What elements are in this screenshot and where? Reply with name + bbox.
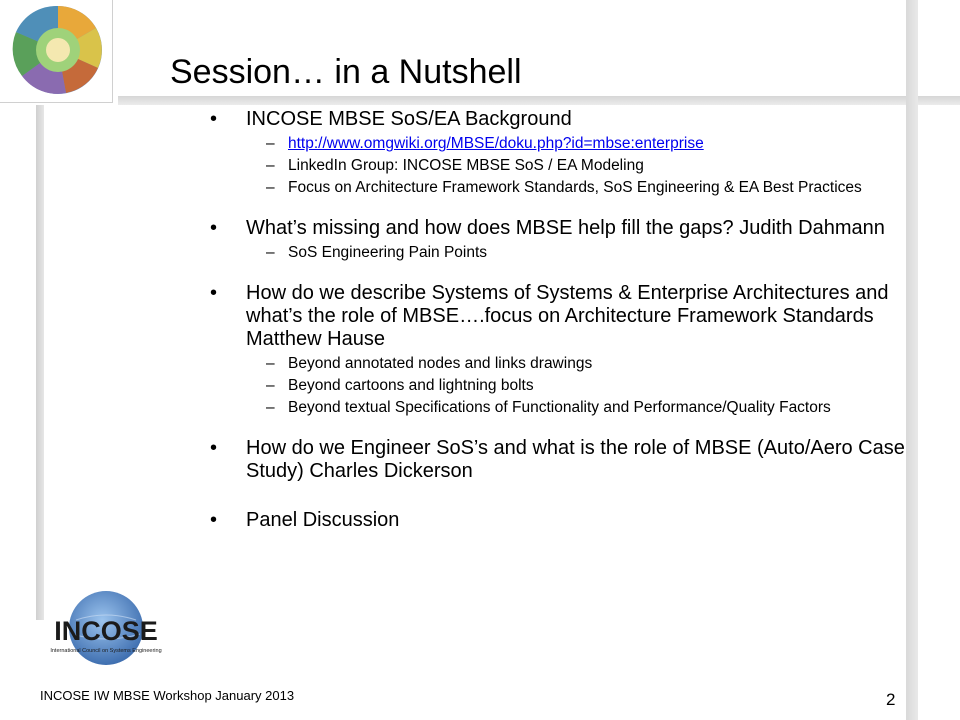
sub-bullet-dash: – [266, 157, 275, 174]
sub-bullet-dash: – [266, 399, 275, 416]
sub-bullet-text: SoS Engineering Pain Points [288, 244, 488, 261]
sub-bullet-item [210, 157, 910, 175]
bullet-dot: • [210, 108, 218, 130]
sub-bullet-dash: – [266, 135, 275, 152]
bullet-dot: • [210, 282, 218, 304]
incose-logo-text: INCOSE [54, 616, 158, 646]
bullet-text: How do we describe Systems of Systems & Enterprise Architectures and what’s the role of MBSE….focus on Architecture Framework Standards Matthew Hause [246, 282, 889, 350]
sub-bullet-item[interactable] [210, 135, 910, 153]
sub-bullet-item [210, 355, 910, 373]
bullet-dot: • [210, 509, 218, 531]
sub-bullet-dash: – [266, 244, 275, 261]
left-accent-bar [36, 105, 44, 620]
bullet-item [210, 437, 910, 483]
sub-bullet-item [210, 399, 910, 417]
sub-bullet-dash: – [266, 179, 275, 196]
incose-logo-subtitle: International Council on Systems Engineering [50, 648, 162, 654]
bullet-text: INCOSE MBSE SoS/EA Background [246, 108, 572, 130]
bullet-text: What’s missing and how does MBSE help fill the gaps? Judith Dahmann [246, 217, 885, 239]
sub-bullet-dash: – [266, 377, 275, 394]
bullet-item [210, 108, 910, 131]
systems-engineering-wheel-logo [6, 2, 110, 98]
sub-bullet-text: Beyond cartoons and lightning bolts [288, 377, 534, 394]
top-accent-bar [118, 96, 960, 105]
bullet-dot: • [210, 437, 218, 459]
bullet-text: Panel Discussion [246, 509, 400, 531]
bullet-list [210, 108, 910, 532]
incose-logo [36, 590, 176, 670]
sub-bullet-dash: – [266, 355, 275, 372]
sub-bullet-item [210, 377, 910, 395]
sub-bullet-text: LinkedIn Group: INCOSE MBSE SoS / EA Modeling [288, 157, 644, 174]
sub-bullet-text: Beyond textual Specifications of Functionality and Performance/Quality Factors [288, 399, 831, 416]
slide-footer: INCOSE IW MBSE Workshop January 2013 [40, 688, 295, 703]
sub-bullet-item [210, 244, 910, 262]
sub-bullet-text: Focus on Architecture Framework Standards, SoS Engineering & EA Best Practices [288, 179, 862, 196]
bullet-item [210, 282, 910, 351]
page-number: 2 [886, 690, 896, 709]
bullet-item [210, 509, 910, 532]
sub-bullet-text: Beyond annotated nodes and links drawings [288, 355, 593, 372]
slide-title: Session… in a Nutshell [170, 52, 522, 91]
bullet-dot: • [210, 217, 218, 239]
sub-bullet-item [210, 179, 910, 197]
bullet-item [210, 217, 910, 240]
omgwiki-link[interactable]: http://www.omgwiki.org/MBSE/doku.php?id=mbse:enterprise [288, 135, 704, 152]
bullet-text: How do we Engineer SoS’s and what is the role of MBSE (Auto/Aero Case Study) Charles Dickerson [246, 437, 905, 482]
